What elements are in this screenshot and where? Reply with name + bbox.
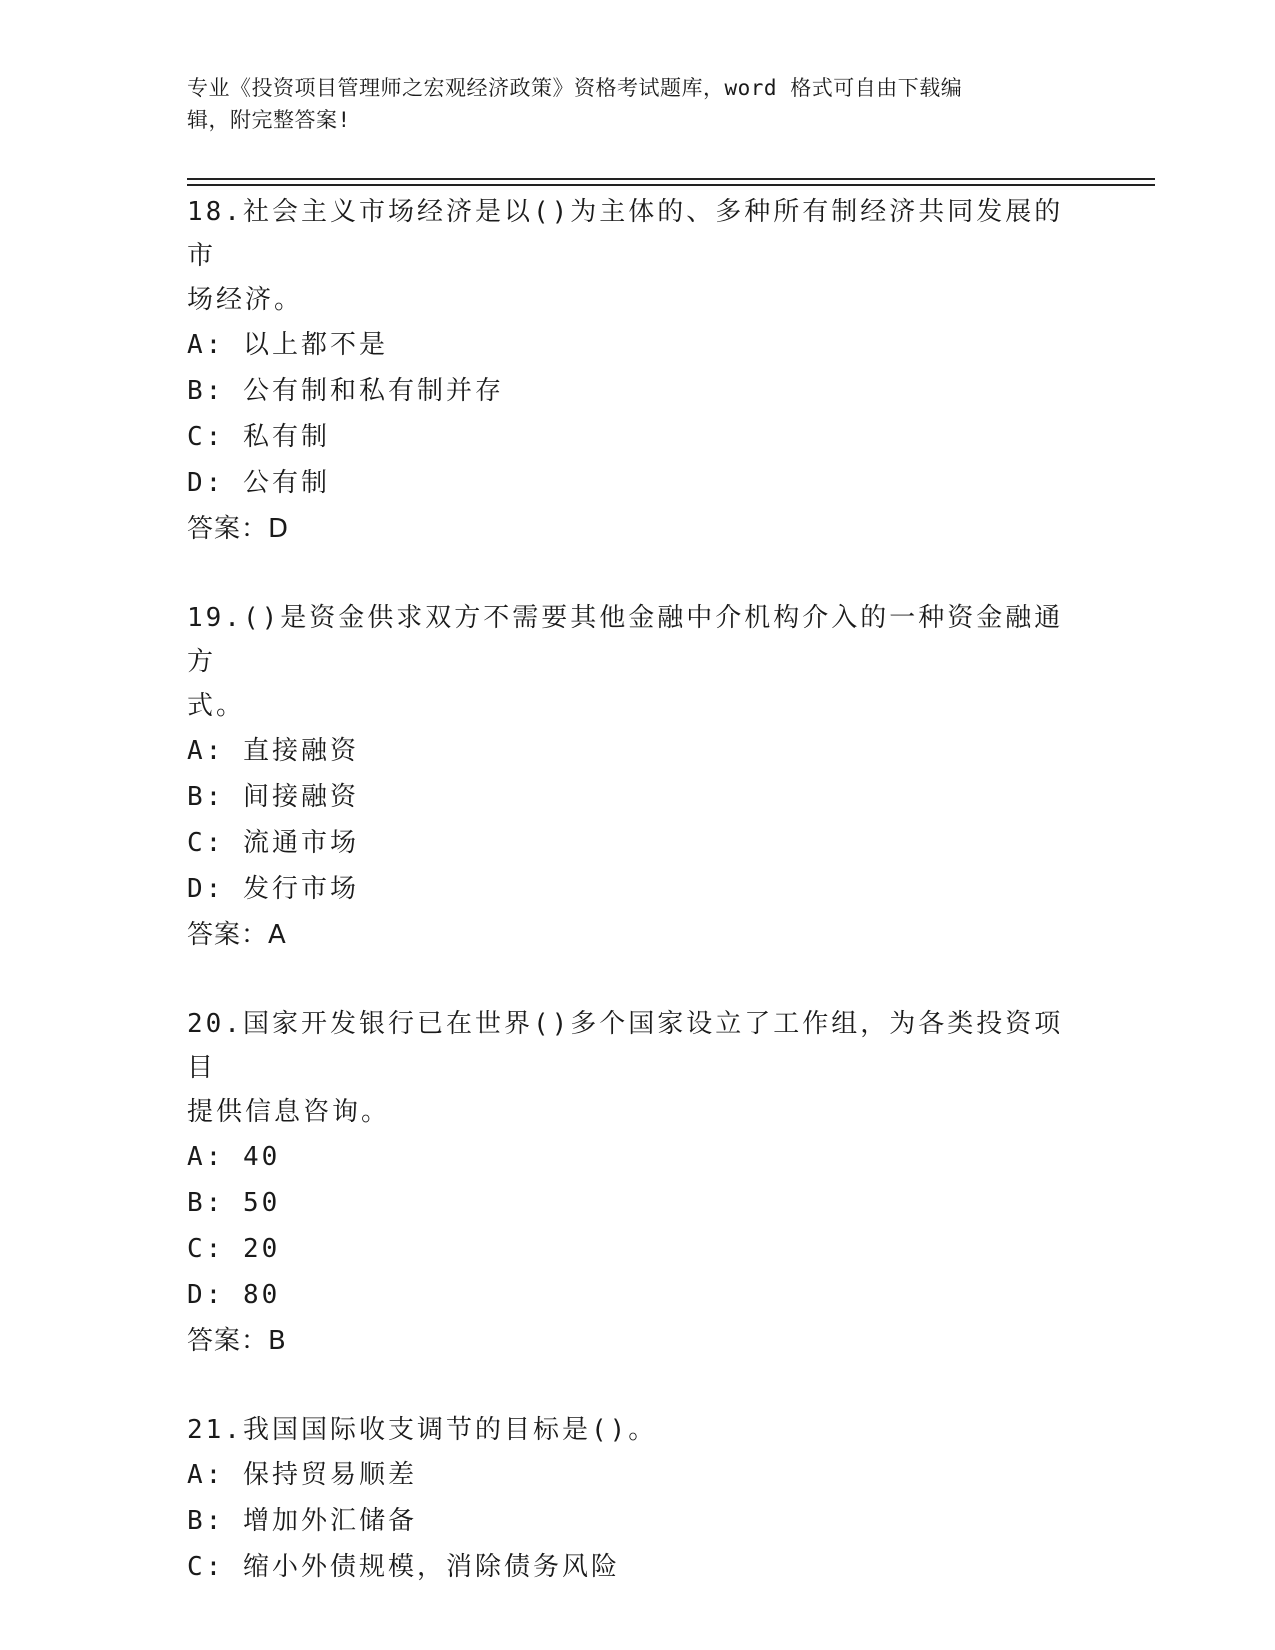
option-c: C: 流通市场 [187, 828, 359, 858]
option-a: A: 以上都不是 [187, 330, 388, 360]
option-b: B: 50 [187, 1188, 281, 1218]
question-stem: 18.社会主义市场经济是以()为主体的、多种所有制经济共同发展的市 [187, 197, 1064, 271]
answer: 答案：B [187, 1326, 287, 1356]
question-19 [187, 596, 1077, 958]
header-line-1: 专业《投资项目管理师之宏观经济政策》资格考试题库，word 格式可自由下载编 [187, 76, 963, 100]
option-d: D: 发行市场 [187, 874, 359, 904]
header-rule-top [187, 178, 1155, 180]
option-b: B: 间接融资 [187, 782, 359, 812]
question-18 [187, 190, 1077, 552]
question-stem: 20.国家开发银行已在世界()多个国家设立了工作组，为各类投资项目 [187, 1009, 1064, 1083]
answer: 答案：D [187, 514, 290, 544]
option-c: C: 20 [187, 1234, 281, 1264]
header-line-2: 辑，附完整答案! [187, 108, 351, 132]
option-d: D: 公有制 [187, 468, 330, 498]
option-d: D: 80 [187, 1280, 281, 1310]
question-spacer [187, 958, 1077, 1002]
header-rule-bottom [187, 184, 1155, 186]
question-stem: 21.我国国际收支调节的目标是()。 [187, 1415, 658, 1445]
question-20 [187, 1002, 1077, 1364]
question-stem: 19.()是资金供求双方不需要其他金融中介机构介入的一种资金融通方 [187, 603, 1064, 677]
option-b: B: 增加外汇储备 [187, 1506, 417, 1536]
question-stem-continued: 式。 [187, 691, 246, 721]
option-a: A: 40 [187, 1142, 281, 1172]
document-header [187, 72, 1067, 136]
question-stem-continued: 提供信息咨询。 [187, 1097, 391, 1127]
option-a: A: 直接融资 [187, 736, 359, 766]
question-spacer [187, 552, 1077, 596]
option-b: B: 公有制和私有制并存 [187, 376, 504, 406]
option-a: A: 保持贸易顺差 [187, 1460, 417, 1490]
answer: 答案：A [187, 920, 287, 950]
question-list [187, 190, 1077, 1590]
option-c: C: 缩小外债规模，消除债务风险 [187, 1552, 620, 1582]
question-spacer [187, 1364, 1077, 1408]
question-stem-continued: 场经济。 [187, 285, 304, 315]
question-21 [187, 1408, 1077, 1590]
option-c: C: 私有制 [187, 422, 330, 452]
